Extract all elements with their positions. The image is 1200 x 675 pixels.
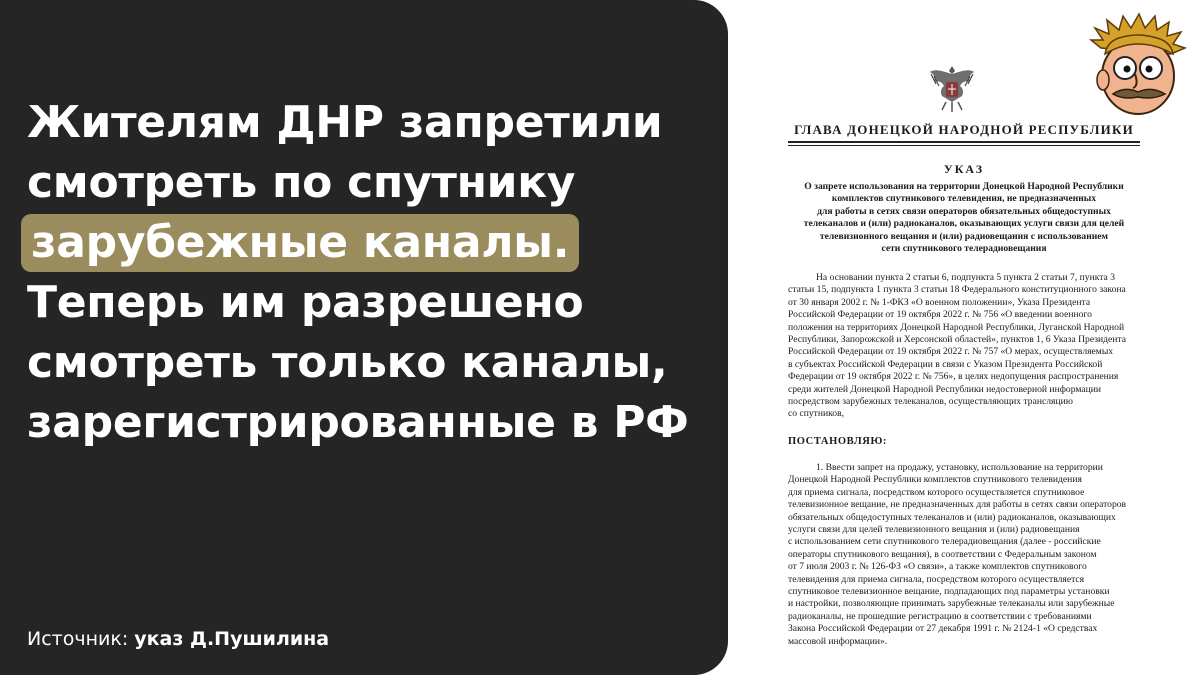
point-line: телевизионное вещание, не предназначенных для работы в сетях связи операторов	[788, 499, 1127, 511]
point-line: радиоканалы, не прошедшие регистрацию в соответствии с требованиями	[788, 610, 1092, 622]
preamble-line: Федерации от 19 октября 2022 г. № 756», в целях недопущения распространения	[788, 371, 1119, 383]
point-line: телевидения для приема сигнала, посредством которого осуществляется	[788, 573, 1085, 585]
preamble-line: положения на территориях Донецкой Народной Республики, Луганской Народной	[788, 321, 1125, 333]
preamble-line: со спутников,	[788, 408, 845, 420]
document-header: ГЛАВА ДОНЕЦКОЙ НАРОДНОЙ РЕСПУБЛИКИ	[794, 122, 1134, 137]
source-label: Источник:	[27, 628, 129, 650]
headline-line-4: Теперь им разрешено	[27, 277, 584, 328]
preamble-line: Республики, Запорожской и Херсонской областей», пунктов 1, 6 Указа Президента	[788, 334, 1126, 346]
preamble-line: среди жителей Донецкой Народной Республики недостоверной информации	[788, 383, 1102, 395]
point-line: с использованием сети спутникового телерадиовещания (далее - российские	[788, 536, 1101, 548]
point-line: и настройки, позволяющие принимать зарубежные телеканалы или зарубежные	[788, 598, 1115, 610]
point-line: массовой информации».	[788, 635, 888, 647]
source-caption	[27, 628, 329, 650]
headline-line-2: смотреть по спутнику	[27, 157, 576, 208]
subject-line: телевизионного вещания и (или) радиовещания с использованием	[819, 230, 1109, 242]
decree-word: ПОСТАНОВЛЯЮ:	[788, 436, 887, 447]
preamble-line: статьи 15, подпункта 1 пункта 3 статьи 18 Федерального конституционного закона	[788, 284, 1126, 296]
source-value: указ Д.Пушилина	[134, 628, 330, 650]
headline	[27, 93, 717, 453]
document-point-1	[788, 462, 1140, 648]
eagle-emblem-icon	[928, 62, 976, 114]
point-line: спутниковое телевизионное вещание, подпадающих под параметры установки	[788, 586, 1110, 598]
subject-line: комплектов спутникового телевидения, не предназначенных	[831, 193, 1097, 205]
subject-line: для работы в сетях связи операторов обязательных общедоступных	[817, 205, 1111, 217]
header-divider	[788, 141, 1140, 143]
preamble-line: от 30 января 2002 г. № 1-ФКЗ «О военном положении», Указа Президента	[788, 296, 1091, 308]
point-line: Закона Российской Федерации от 27 декабря 1991 г. № 2124-1 «О средствах	[788, 623, 1098, 635]
preamble-line: посредством зарубежных телеканалов, осуществляющих трансляцию	[788, 396, 1073, 408]
headline-highlight: зарубежные каналы.	[21, 214, 579, 272]
point-line: услуги связи для целей телевизионного вещания и (или) радиовещания	[788, 524, 1080, 536]
subject-line: телеканалов и (или) радиоканалов, оказывающих услуги связи для целей	[803, 218, 1125, 230]
headline-line-6: зарегистрированные в РФ	[27, 397, 689, 448]
preamble-line: в субъектах Российской Федерации в связи с Указом Президента Российской	[788, 358, 1103, 370]
mascot-face-icon	[1083, 10, 1193, 120]
preamble-line: На основании пункта 2 статьи 6, подпункта 5 пункта 2 статьи 7, пункта 3	[816, 272, 1115, 283]
preamble-line: Российской Федерации от 19 октября 2022 г. № 757 «О мерах, осуществляемых	[788, 346, 1114, 358]
subject-line: сети спутникового телерадиовещания	[881, 243, 1047, 255]
point-line: для приема сигнала, посредством которого осуществляется спутниковое	[788, 486, 1085, 498]
document-preamble	[788, 272, 1140, 421]
headline-line-3	[27, 213, 717, 273]
point-line: Донецкой Народной Республики комплектов спутникового телевидения	[788, 474, 1082, 486]
document-subject	[788, 181, 1140, 255]
point-line: операторы спутникового вещания), в соответствии с Федеральным законом	[788, 548, 1097, 560]
point-line: 1. Ввести запрет на продажу, установку, использование на территории	[816, 462, 1103, 473]
subject-line: О запрете использования на территории Донецкой Народной Республики	[804, 181, 1124, 192]
decree-document	[748, 0, 1200, 675]
document-type: УКАЗ	[943, 162, 985, 176]
point-line: от 7 июля 2003 г. № 126-ФЗ «О связи», а также комплектов спутникового	[788, 561, 1087, 573]
headline-line-5: смотреть только каналы,	[27, 337, 668, 388]
preamble-line: Российской Федерации от 19 октября 2022 г. № 756 «О введении военного	[788, 309, 1092, 321]
headline-line-1: Жителям ДНР запретили	[27, 97, 663, 148]
point-line: обязательных общедоступных телеканалов и (или) радиоканалов, оказывающих	[788, 511, 1116, 523]
header-divider-thin	[788, 145, 1140, 146]
